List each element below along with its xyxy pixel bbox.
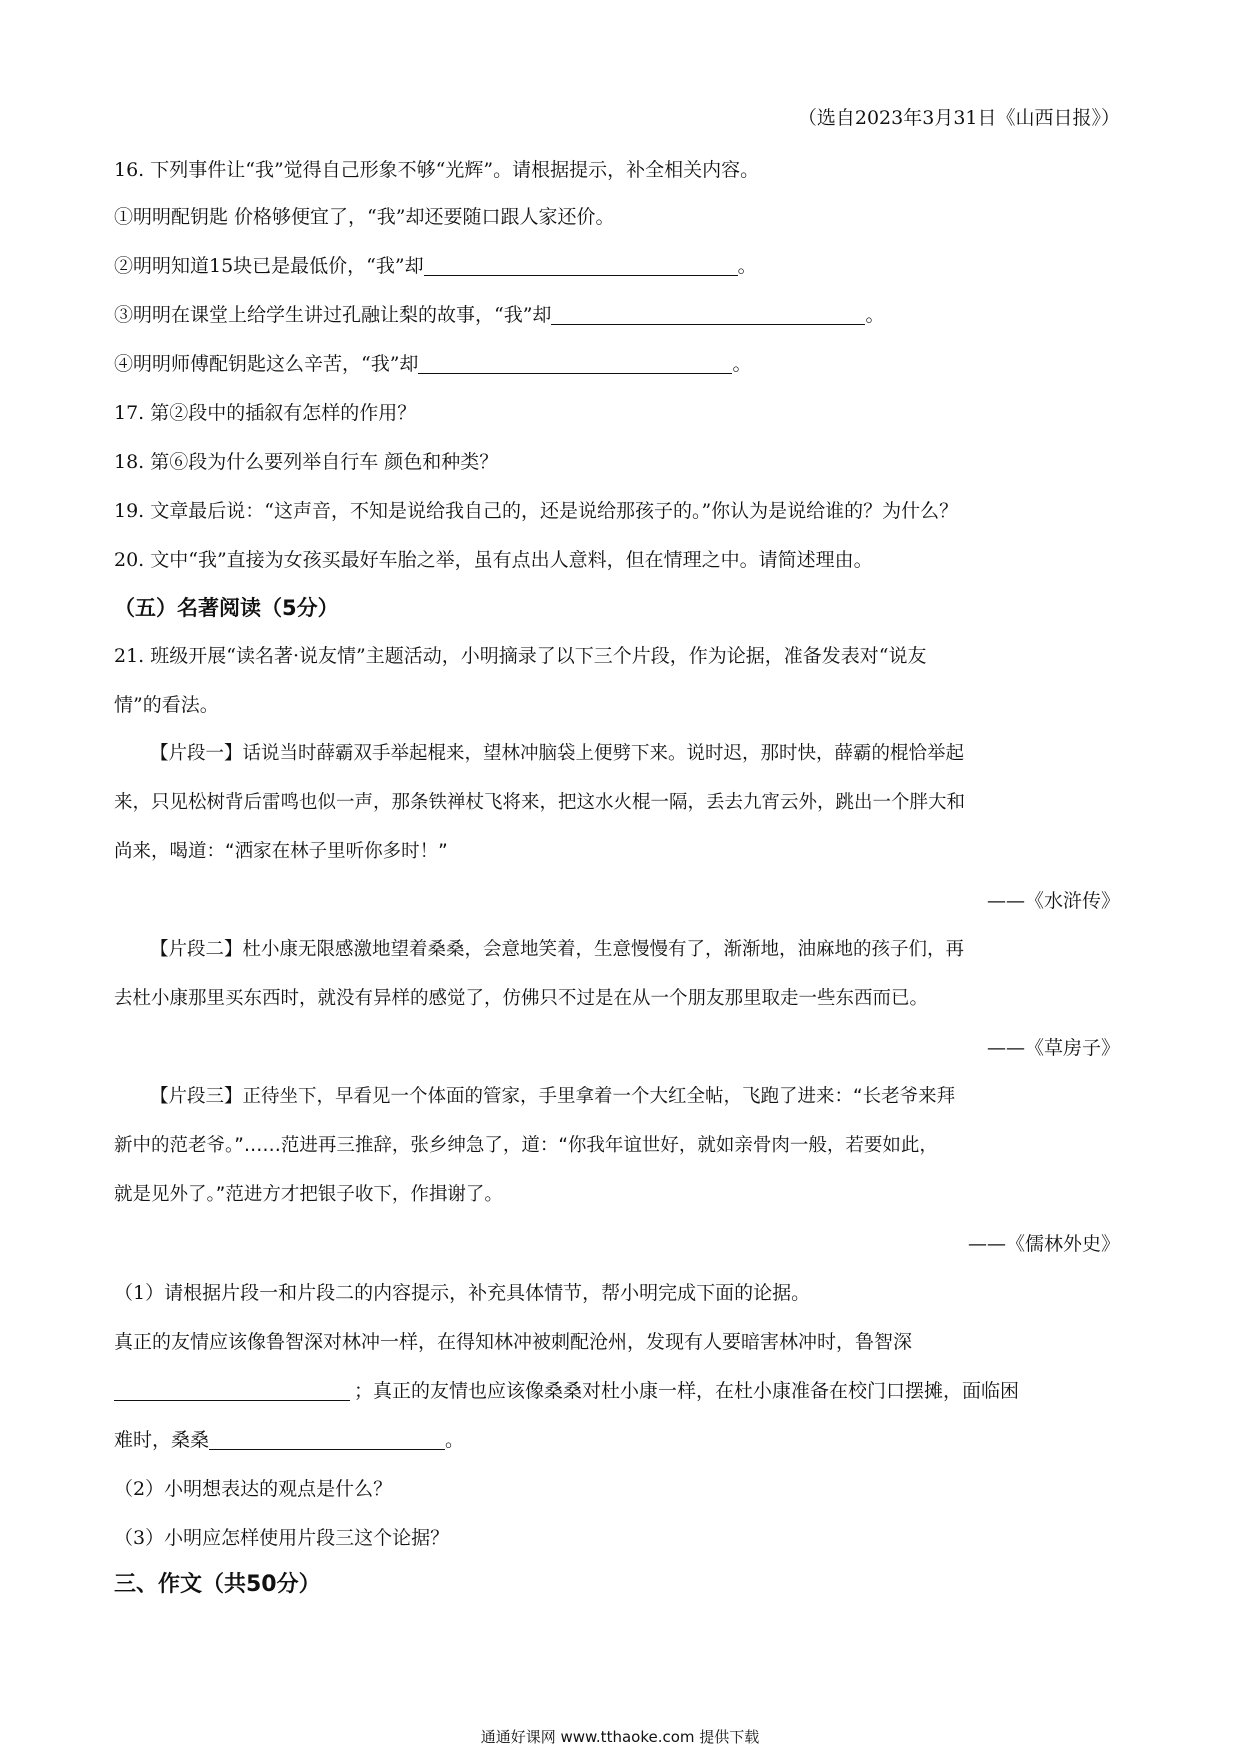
item-4-text: ④明明师傅配钥匙这么辛苦，“我”却 (114, 353, 419, 375)
answer-blank[interactable] (114, 1380, 350, 1401)
fragment-3-source: ——《儒林外史》 (967, 1233, 1120, 1255)
question-19: 19. 文章最后说：“这声音，不知是说给我自己的，还是说给那孩子的。”你认为是说给谁的？为什么？ (114, 500, 959, 522)
section-3-heading: 三、作文（共50分） (114, 1572, 321, 1597)
source-line: （选自2023年3月31日《山西日报》） (797, 107, 1120, 129)
question-21-stem-2: 情”的看法。 (114, 694, 219, 716)
question-21-sub-1-line-3 (114, 1426, 464, 1454)
answer-blank[interactable] (209, 1429, 445, 1450)
item-2-text: ②明明知道15块已是最低价，“我”却 (114, 255, 424, 277)
fragment-1-line-2: 来，只见松树背后雷鸣也似一声，那条铁禅杖飞将来，把这水火棍一隔，丢去九宵云外，跳出一个胖大和 (114, 792, 966, 813)
question-21-sub-2: （2）小明想表达的观点是什么？ (114, 1478, 393, 1500)
sub-1-line-3-text: 难时，桑桑 (114, 1429, 210, 1451)
page-footer: 通通好课网 www.tthaoke.com 提供下载 (480, 1728, 760, 1746)
section-5-heading: （五）名著阅读（5分） (114, 596, 339, 620)
question-21-stem-1: 21. 班级开展“读名著·说友情”主题活动，小明摘录了以下三个片段，作为论据，准备发表对“说友 (114, 645, 927, 667)
fragment-1-line-3: 尚来，喝道：“洒家在林子里听你多时！” (114, 841, 448, 862)
item-4-end: 。 (732, 353, 752, 375)
question-16-item-2 (114, 252, 757, 280)
sub-1-line-2-text: ；真正的友情也应该像桑桑对杜小康一样，在杜小康准备在校门口摆摊，面临困 (354, 1380, 1020, 1402)
answer-blank[interactable] (551, 304, 865, 325)
sub-1-line-3-end: 。 (445, 1429, 465, 1451)
fragment-1-line-1: 【片段一】话说当时薛霸双手举起棍来，望林冲脑袋上便劈下来。说时迟，那时快，薛霸的棍恰举起 (150, 743, 965, 764)
question-16-item-4 (114, 350, 751, 378)
fragment-3-line-3: 就是见外了。”范进方才把银子收下，作揖谢了。 (114, 1184, 503, 1205)
fragment-2-line-2: 去杜小康那里买东西时，就没有异样的感觉了，仿佛只不过是在从一个朋友那里取走一些东西而已。 (114, 988, 929, 1009)
question-18: 18. 第⑥段为什么要列举自行车 颜色和种类？ (114, 451, 499, 473)
question-21-sub-1: （1）请根据片段一和片段二的内容提示，补充具体情节，帮小明完成下面的论据。 (114, 1282, 811, 1304)
question-17: 17. 第②段中的插叙有怎样的作用？ (114, 402, 417, 424)
answer-blank[interactable] (418, 353, 732, 374)
question-16-item-1: ①明明配钥匙 价格够便宜了，“我”却还要随口跟人家还价。 (114, 206, 615, 228)
question-21-sub-3: （3）小明应怎样使用片段三这个论据？ (114, 1527, 450, 1549)
item-3-text: ③明明在课堂上给学生讲过孔融让梨的故事，“我”却 (114, 304, 552, 326)
question-21-sub-1-line-1: 真正的友情应该像鲁智深对林冲一样，在得知林冲被刺配沧州，发现有人要暗害林冲时，鲁智深 (114, 1331, 913, 1353)
answer-blank[interactable] (424, 255, 738, 276)
fragment-3-line-2: 新中的范老爷。”……范进再三推辞，张乡绅急了，道：“你我年谊世好，就如亲骨肉一般，若要如此， (114, 1135, 938, 1156)
fragment-2-line-1: 【片段二】杜小康无限感激地望着桑桑，会意地笑着，生意慢慢有了，渐渐地，油麻地的孩子们，再 (150, 939, 965, 960)
item-3-end: 。 (865, 304, 885, 326)
fragment-2-source: ——《草房子》 (986, 1037, 1120, 1059)
question-20: 20. 文中“我”直接为女孩买最好车胎之举，虽有点出人意料，但在情理之中。请简述理由。 (114, 549, 873, 571)
question-21-sub-1-line-2 (114, 1377, 1019, 1405)
question-16-stem: 16. 下列事件让“我”觉得自己形象不够“光辉”。请根据提示，补全相关内容。 (114, 159, 760, 181)
question-16-item-3 (114, 301, 884, 329)
fragment-3-line-1: 【片段三】正待坐下，早看见一个体面的管家，手里拿着一个大红全帖，飞跑了进来：“长老爷来拜 (150, 1086, 956, 1107)
item-2-end: 。 (737, 255, 757, 277)
fragment-1-source: ——《水浒传》 (986, 890, 1120, 912)
